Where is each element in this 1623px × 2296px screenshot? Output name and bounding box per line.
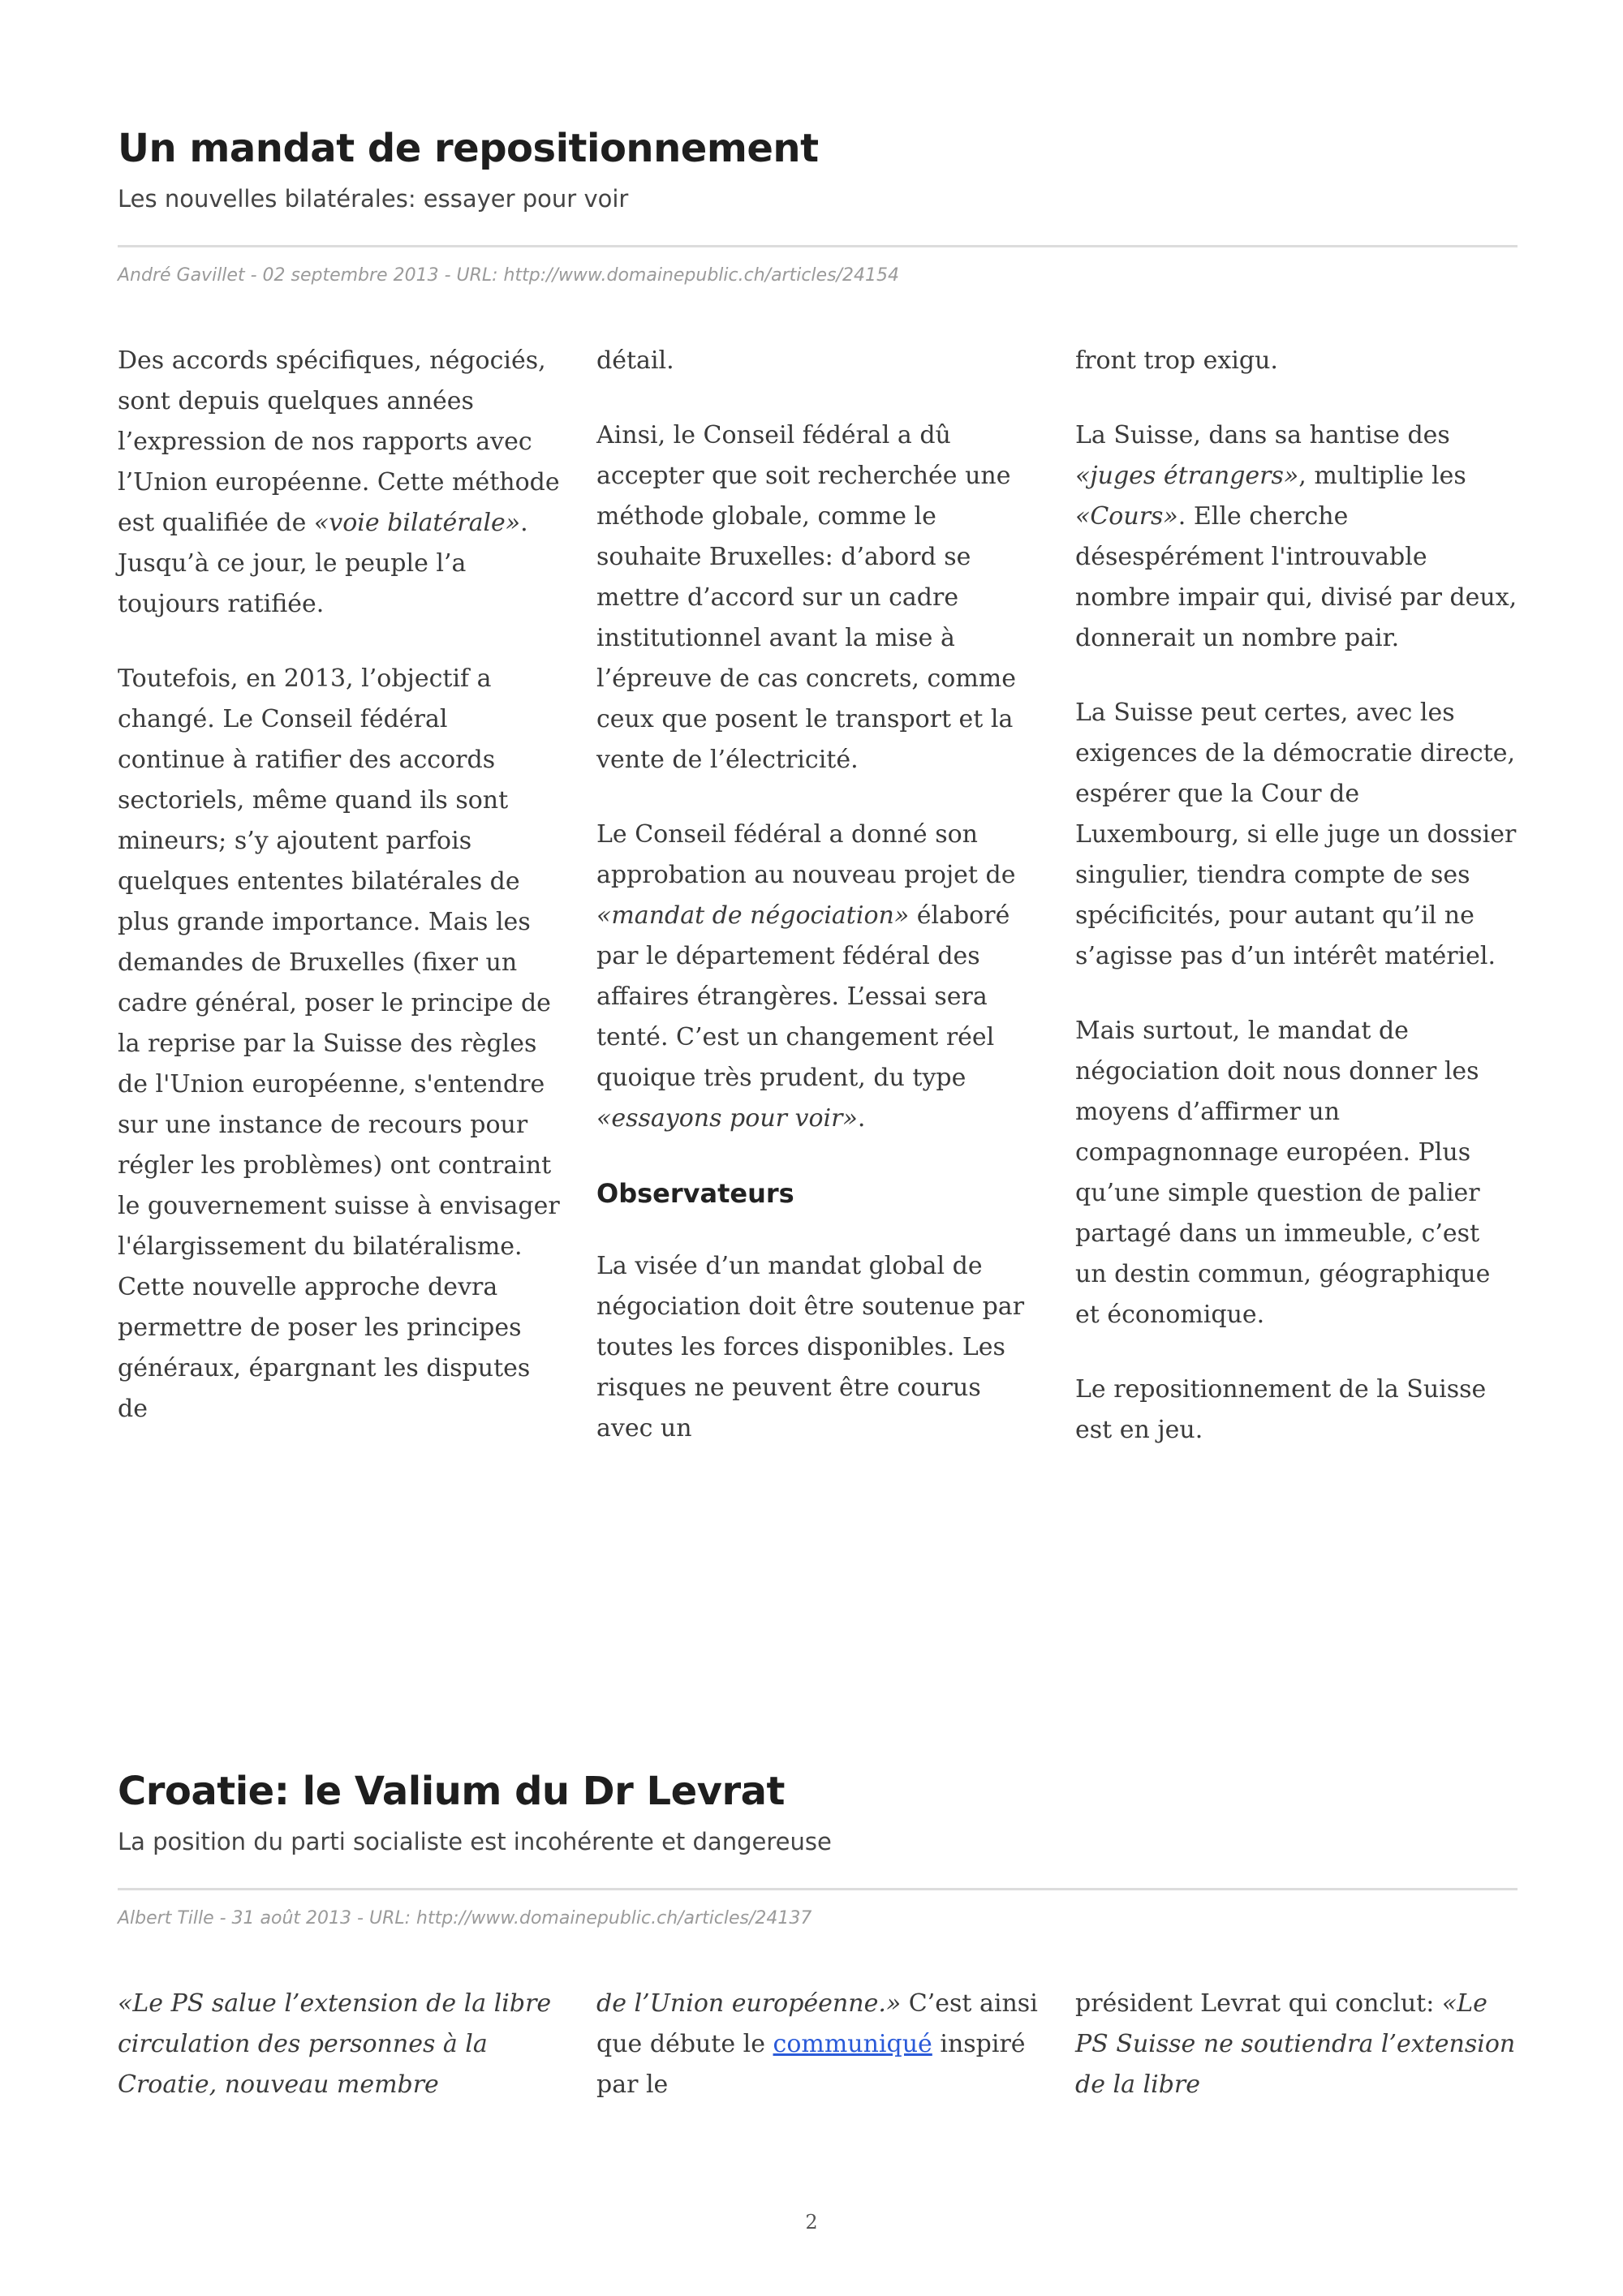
paragraph	[1075, 415, 1518, 659]
text-run: élaboré par le département fédéral des affaires étrangères. L’essai sera tenté. C’est un changement réel quoique très prudent, du type	[596, 901, 1010, 1093]
article-repositionnement	[118, 126, 1518, 1558]
section-heading: Observateurs	[596, 1178, 794, 1210]
emphasis: «essayons pour voir»	[596, 1104, 858, 1133]
article-title: Croatie: le Valium du Dr Levrat	[118, 1769, 785, 1814]
text-run: Des accords spécifiques, négociés, sont depuis quelques années l’expression de nos rapports avec l’Union européenne. Cette méthode est qualifiée de	[118, 346, 560, 538]
column-1	[118, 1984, 560, 2139]
paragraph: Le repositionnement de la Suisse est en jeu.	[1075, 1375, 1487, 1445]
column-3	[1075, 341, 1518, 1485]
text-run: . Jusqu’à ce jour, le peuple l’a toujours ratifiée.	[118, 509, 528, 619]
emphasis: «Le PS Suisse ne soutiendra l’extension de la libre	[1075, 1989, 1516, 2100]
text-run: président Levrat qui conclut:	[1075, 1989, 1442, 2019]
text-run: .	[857, 1104, 866, 1133]
emphasis: «Le PS salue l’extension de la libre circulation des personnes à la Croatie, nouveau membre	[118, 1989, 552, 2100]
communique-link[interactable]: communiqué	[773, 2030, 932, 2059]
paragraph: détail.	[596, 346, 674, 376]
column-3	[1075, 1984, 1518, 2139]
column-2	[596, 341, 1039, 1483]
column-2	[596, 1984, 1039, 2139]
emphasis: de l’Union européenne.»	[596, 1989, 902, 2019]
article-subtitle: La position du parti socialiste est incohérente et dangereuse	[118, 1827, 832, 1855]
paragraph	[118, 1984, 560, 2105]
emphasis: «mandat de négociation»	[596, 901, 910, 931]
paragraph: Toutefois, en 2013, l’objectif a changé. Le Conseil fédéral continue à ratifier des accords sectoriels, même quand ils sont mineurs; s’y ajoutent parfois quelques ententes bilatérales de plus grande importance. Mais les demandes de Bruxelles (fixer un cadre général, poser le principe de la reprise par la Suisse des règles de l'Union européenne, s'entendre sur une instance de recours pour régler les problèmes) ont contraint le gouvernement suisse à envisager l'élargissement du bilatéralisme. Cette nouvelle approche devra permettre de poser les principes généraux, épargnant les disputes de	[118, 664, 560, 1424]
article-meta: Albert Tille - 31 août 2013 - URL: http://www.domainepublic.ch/articles/24137	[118, 1908, 812, 1929]
paragraph: Ainsi, le Conseil fédéral a dû accepter que soit recherchée une méthode globale, comme le souhaite Bruxelles: d’abord se mettre d’accord sur un cadre institutionnel avant la mise à l’épreuve de cas concrets, comme ceux que posent le transport et la vente de l’électricité.	[596, 421, 1016, 775]
article-title: Un mandat de repositionnement	[118, 126, 819, 171]
divider	[118, 245, 1518, 247]
text-run: inspiré par le	[596, 2030, 1026, 2100]
article-body	[118, 1984, 1518, 2243]
article-meta: André Gavillet - 02 septembre 2013 - URL: http://www.domainepublic.ch/articles/24154	[118, 265, 899, 286]
paragraph	[596, 1984, 1039, 2105]
emphasis: «voie bilatérale»	[313, 509, 521, 538]
paragraph	[596, 815, 1039, 1139]
page-number: 2	[805, 2211, 818, 2234]
text-run: C’est ainsi que débute le	[596, 1989, 1038, 2059]
paragraph: Mais surtout, le mandat de négociation doit nous donner les moyens d’affirmer un compagnonnage européen. Plus qu’une simple question de palier partagé dans un immeuble, c’est un destin commun, géographique et économique.	[1075, 1017, 1491, 1330]
column-1	[118, 341, 560, 1464]
article-subtitle: Les nouvelles bilatérales: essayer pour voir	[118, 184, 629, 213]
paragraph: front trop exigu.	[1075, 346, 1278, 376]
paragraph	[1075, 1984, 1518, 2105]
text-run: . Elle cherche désespérément l'introuvable nombre impair qui, divisé par deux, donnerait un nombre pair.	[1075, 502, 1518, 653]
paragraph: La Suisse peut certes, avec les exigences de la démocratie directe, espérer que la Cour de Luxembourg, si elle juge un dossier singulier, tiendra compte de ses spécificités, pour autant qu’il ne s’agisse pas d’un intérêt matériel.	[1075, 699, 1517, 971]
emphasis: «Cours»	[1075, 502, 1178, 531]
article-croatie	[118, 1769, 1518, 2243]
divider	[118, 1888, 1518, 1890]
paragraph	[118, 341, 560, 625]
text-run: Le Conseil fédéral a donné son approbation au nouveau projet de	[596, 820, 1016, 890]
text-run: La Suisse, dans sa hantise des	[1075, 421, 1450, 450]
article-body	[118, 341, 1518, 1558]
paragraph: La visée d’un mandat global de négociation doit être soutenue par toutes les forces disponibles. Les risques ne peuvent être courus avec un	[596, 1252, 1025, 1443]
emphasis: «juges étrangers»	[1075, 462, 1299, 491]
text-run: , multiplie les	[1298, 462, 1466, 491]
